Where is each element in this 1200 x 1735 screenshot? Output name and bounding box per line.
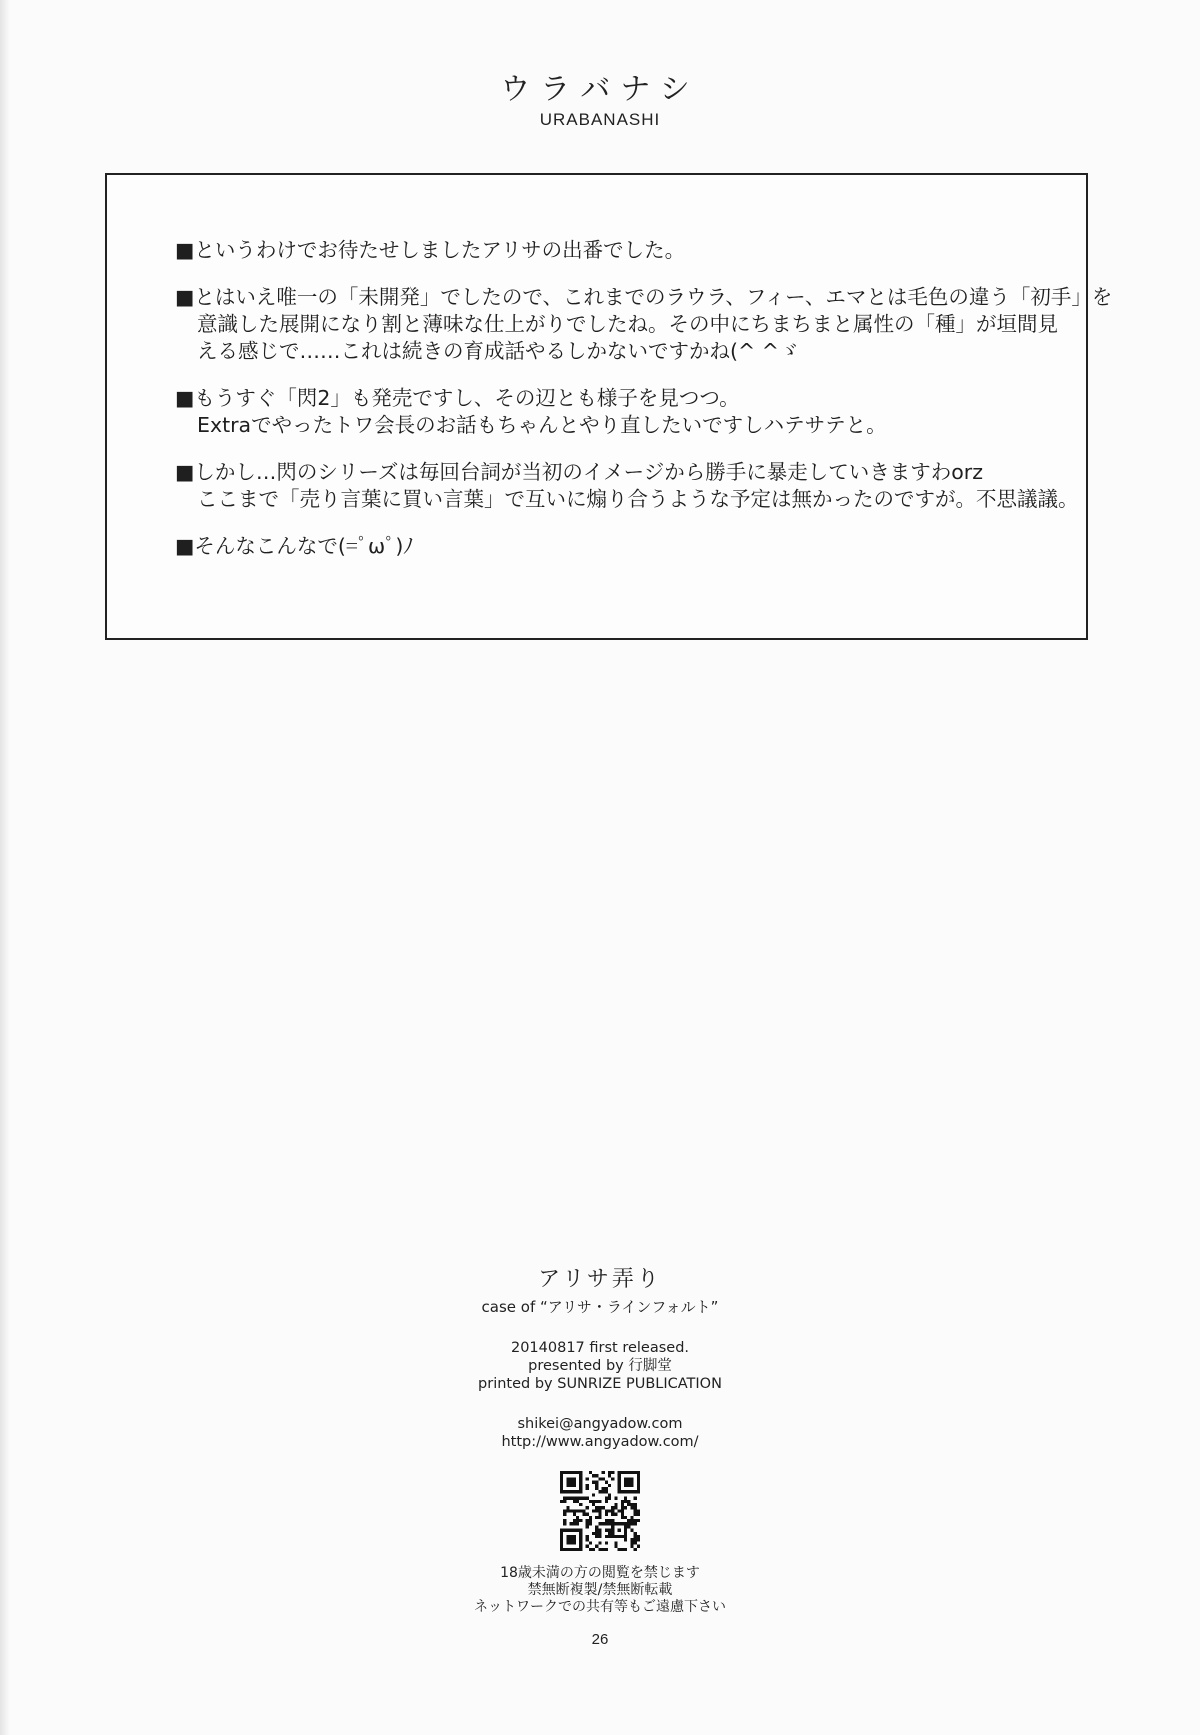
notice-age: 18歳未満の方の閲覧を禁じます: [500, 1565, 700, 1581]
colophon: [0, 1262, 1200, 1616]
page-header: [0, 64, 1200, 130]
printed-by: printed by SUNRIZE PUBLICATION: [478, 1376, 722, 1392]
note-line: える感じで……これは続きの育成話やるしかないですかね(^ ^ゞ: [197, 339, 800, 363]
legal-notice: [0, 1565, 1200, 1616]
note-paragraph: [175, 237, 1035, 264]
note-line: ■そんなこんなで(=ﾟωﾟ)ﾉ: [175, 534, 414, 558]
page-number: 26: [591, 1631, 609, 1648]
contact-url: http://www.angyadow.com/: [501, 1434, 699, 1450]
notice-share: ネットワークでの共有等もご遠慮下さい: [474, 1599, 726, 1615]
note-list: [175, 237, 1113, 580]
release-info: [0, 1339, 1200, 1393]
note-line: Extraでやったトワ会長のお話もちゃんとやり直したいですしハテサテと。: [197, 413, 887, 437]
note-line: ■もうすぐ「閃2」も発売ですし、その辺とも様子を見つつ。: [175, 386, 740, 410]
note-line: ここまで「売り言葉に買い言葉」で互いに煽り合うような予定は無かったのですが。不思議議。: [197, 487, 1079, 511]
note-line: ■とはいえ唯一の「未開発」でしたので、これまでのラウラ、フィー、エマとは毛色の違う「初手」を: [175, 285, 1113, 309]
notes-box: [105, 173, 1113, 640]
header-title-en: URABANASHI: [539, 110, 661, 129]
header-title-jp: ウラバナシ: [500, 72, 700, 107]
note-line: ■というわけでお待たせしましたアリサの出番でした。: [175, 238, 686, 262]
presented-by: presented by 行脚堂: [528, 1358, 672, 1374]
note-paragraph: [175, 284, 1113, 365]
contact-email: shikei@angyadow.com: [517, 1416, 683, 1432]
note-paragraph: [175, 385, 1035, 439]
note-line: ■しかし…閃のシリーズは毎回台詞が当初のイメージから勝手に暴走していきますわorz: [175, 460, 983, 484]
colophon-title: アリサ弄り: [538, 1267, 662, 1292]
notice-copy: 禁無断複製/禁無断転載: [527, 1582, 673, 1598]
note-line: 意識した展開になり割と薄味な仕上がりでしたね。その中にちまちまと属性の「種」が垣間見: [197, 312, 1058, 336]
contact-info: [0, 1415, 1200, 1451]
release-date: 20140817 first released.: [510, 1340, 690, 1356]
note-paragraph: [175, 533, 1035, 560]
colophon-subtitle: case of “アリサ・ラインフォルト”: [481, 1298, 719, 1316]
note-paragraph: [175, 459, 1079, 513]
qr-code-icon: [560, 1471, 640, 1551]
